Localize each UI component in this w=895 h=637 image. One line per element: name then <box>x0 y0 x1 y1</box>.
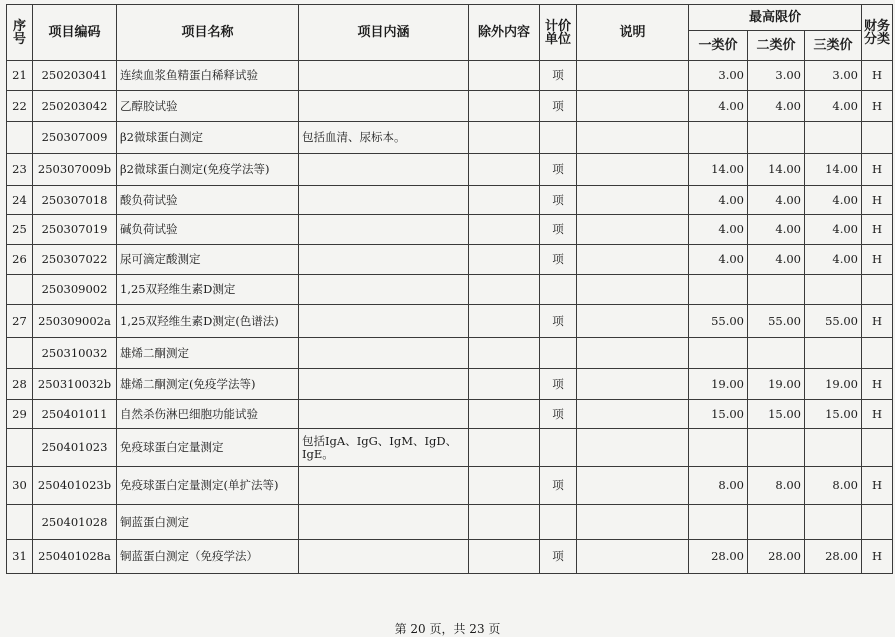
unit-cell: 项 <box>540 467 577 505</box>
class3-price-cell <box>805 505 862 540</box>
class3-price-cell <box>805 275 862 305</box>
table-row <box>7 369 893 400</box>
header-finance: 财务分类 <box>862 5 893 61</box>
table-row <box>7 338 893 369</box>
header-content: 项目内涵 <box>299 5 469 61</box>
note-cell <box>577 122 689 154</box>
seq-cell <box>7 505 33 540</box>
name-cell: 连续血浆鱼精蛋白稀释试验 <box>117 61 299 91</box>
seq-cell <box>7 429 33 467</box>
name-cell: 1,25双羟维生素D测定(色谱法) <box>117 305 299 338</box>
name-cell: 铜蓝蛋白测定（免疫学法） <box>117 540 299 574</box>
header-unit: 计价单位 <box>540 5 577 61</box>
price-table <box>6 4 893 574</box>
content-cell <box>299 400 469 429</box>
excluded-cell <box>469 154 540 186</box>
class3-price-cell: 4.00 <box>805 245 862 275</box>
header-name: 项目名称 <box>117 5 299 61</box>
excluded-cell <box>469 91 540 122</box>
table-row <box>7 122 893 154</box>
seq-cell <box>7 275 33 305</box>
code-cell: 250310032 <box>33 338 117 369</box>
content-cell <box>299 540 469 574</box>
name-cell: 碱负荷试验 <box>117 215 299 245</box>
class1-price-cell: 15.00 <box>689 400 748 429</box>
seq-cell: 28 <box>7 369 33 400</box>
class2-price-cell: 4.00 <box>748 91 805 122</box>
unit-cell <box>540 275 577 305</box>
finance-cell <box>862 429 893 467</box>
class2-price-cell: 15.00 <box>748 400 805 429</box>
class1-price-cell: 28.00 <box>689 540 748 574</box>
finance-cell: H <box>862 245 893 275</box>
unit-cell: 项 <box>540 305 577 338</box>
finance-cell <box>862 122 893 154</box>
header-class2: 二类价 <box>748 31 805 61</box>
note-cell <box>577 275 689 305</box>
class1-price-cell: 4.00 <box>689 245 748 275</box>
finance-cell <box>862 505 893 540</box>
table-row <box>7 540 893 574</box>
name-cell: 铜蓝蛋白测定 <box>117 505 299 540</box>
class2-price-cell <box>748 275 805 305</box>
table-row <box>7 467 893 505</box>
header-code: 项目编码 <box>33 5 117 61</box>
class2-price-cell: 8.00 <box>748 467 805 505</box>
class1-price-cell: 14.00 <box>689 154 748 186</box>
unit-cell: 项 <box>540 91 577 122</box>
code-cell: 250401011 <box>33 400 117 429</box>
code-cell: 250309002 <box>33 275 117 305</box>
class3-price-cell: 3.00 <box>805 61 862 91</box>
code-cell: 250307022 <box>33 245 117 275</box>
name-cell: β2微球蛋白测定 <box>117 122 299 154</box>
header-max-price: 最高限价 <box>689 5 862 31</box>
seq-cell: 22 <box>7 91 33 122</box>
header-class1: 一类价 <box>689 31 748 61</box>
class3-price-cell: 19.00 <box>805 369 862 400</box>
class1-price-cell <box>689 429 748 467</box>
content-cell <box>299 338 469 369</box>
table-row <box>7 400 893 429</box>
seq-cell <box>7 122 33 154</box>
class1-price-cell: 4.00 <box>689 91 748 122</box>
note-cell <box>577 467 689 505</box>
finance-cell: H <box>862 467 893 505</box>
seq-cell: 23 <box>7 154 33 186</box>
note-cell <box>577 61 689 91</box>
excluded-cell <box>469 61 540 91</box>
content-cell <box>299 505 469 540</box>
table-row <box>7 154 893 186</box>
class3-price-cell: 4.00 <box>805 215 862 245</box>
class3-price-cell <box>805 429 862 467</box>
note-cell <box>577 305 689 338</box>
finance-cell: H <box>862 91 893 122</box>
note-cell <box>577 186 689 215</box>
note-cell <box>577 154 689 186</box>
note-cell <box>577 429 689 467</box>
class1-price-cell <box>689 505 748 540</box>
code-cell: 250307019 <box>33 215 117 245</box>
class2-price-cell <box>748 122 805 154</box>
class2-price-cell: 3.00 <box>748 61 805 91</box>
unit-cell: 项 <box>540 400 577 429</box>
name-cell: 雄烯二酮测定(免疫学法等) <box>117 369 299 400</box>
code-cell: 250307018 <box>33 186 117 215</box>
excluded-cell <box>469 400 540 429</box>
table-row <box>7 305 893 338</box>
excluded-cell <box>469 369 540 400</box>
content-cell <box>299 215 469 245</box>
note-cell <box>577 215 689 245</box>
excluded-cell <box>469 338 540 369</box>
finance-cell: H <box>862 154 893 186</box>
code-cell: 250310032b <box>33 369 117 400</box>
class1-price-cell: 19.00 <box>689 369 748 400</box>
class3-price-cell: 4.00 <box>805 186 862 215</box>
name-cell: 自然杀伤淋巴细胞功能试验 <box>117 400 299 429</box>
class3-price-cell: 28.00 <box>805 540 862 574</box>
content-cell <box>299 305 469 338</box>
class1-price-cell: 55.00 <box>689 305 748 338</box>
header-note: 说明 <box>577 5 689 61</box>
class2-price-cell: 14.00 <box>748 154 805 186</box>
seq-cell: 24 <box>7 186 33 215</box>
name-cell: β2微球蛋白测定(免疫学法等) <box>117 154 299 186</box>
header-excluded: 除外内容 <box>469 5 540 61</box>
class2-price-cell: 4.00 <box>748 215 805 245</box>
excluded-cell <box>469 275 540 305</box>
class1-price-cell: 4.00 <box>689 186 748 215</box>
table-body <box>7 61 893 574</box>
class1-price-cell <box>689 122 748 154</box>
code-cell: 250203041 <box>33 61 117 91</box>
class3-price-cell: 14.00 <box>805 154 862 186</box>
excluded-cell <box>469 186 540 215</box>
content-cell <box>299 186 469 215</box>
excluded-cell <box>469 122 540 154</box>
excluded-cell <box>469 305 540 338</box>
class2-price-cell <box>748 505 805 540</box>
code-cell: 250309002a <box>33 305 117 338</box>
finance-cell: H <box>862 186 893 215</box>
note-cell <box>577 338 689 369</box>
header-seq: 序号 <box>7 5 33 61</box>
code-cell: 250401023 <box>33 429 117 467</box>
class2-price-cell: 28.00 <box>748 540 805 574</box>
code-cell: 250307009 <box>33 122 117 154</box>
content-cell: 包括血清、尿标本。 <box>299 122 469 154</box>
note-cell <box>577 400 689 429</box>
finance-cell: H <box>862 400 893 429</box>
table-row <box>7 61 893 91</box>
class3-price-cell: 8.00 <box>805 467 862 505</box>
name-cell: 免疫球蛋白定量测定(单扩法等) <box>117 467 299 505</box>
excluded-cell <box>469 505 540 540</box>
class1-price-cell: 8.00 <box>689 467 748 505</box>
excluded-cell <box>469 245 540 275</box>
table-row <box>7 429 893 467</box>
unit-cell <box>540 122 577 154</box>
excluded-cell <box>469 215 540 245</box>
code-cell: 250203042 <box>33 91 117 122</box>
name-cell: 尿可滴定酸测定 <box>117 245 299 275</box>
seq-cell: 26 <box>7 245 33 275</box>
class3-price-cell: 55.00 <box>805 305 862 338</box>
finance-cell <box>862 338 893 369</box>
code-cell: 250307009b <box>33 154 117 186</box>
content-cell <box>299 467 469 505</box>
finance-cell: H <box>862 540 893 574</box>
seq-cell: 25 <box>7 215 33 245</box>
content-cell <box>299 91 469 122</box>
note-cell <box>577 245 689 275</box>
class2-price-cell: 19.00 <box>748 369 805 400</box>
content-cell: 包括IgA、IgG、IgM、IgD、IgE。 <box>299 429 469 467</box>
class3-price-cell <box>805 338 862 369</box>
price-table-sheet <box>6 4 893 574</box>
table-row <box>7 91 893 122</box>
unit-cell: 项 <box>540 540 577 574</box>
excluded-cell <box>469 429 540 467</box>
unit-cell: 项 <box>540 186 577 215</box>
class2-price-cell: 4.00 <box>748 245 805 275</box>
unit-cell: 项 <box>540 369 577 400</box>
table-row <box>7 215 893 245</box>
class1-price-cell: 3.00 <box>689 61 748 91</box>
class2-price-cell <box>748 338 805 369</box>
class1-price-cell: 4.00 <box>689 215 748 245</box>
unit-cell: 项 <box>540 215 577 245</box>
code-cell: 250401023b <box>33 467 117 505</box>
unit-cell <box>540 338 577 369</box>
note-cell <box>577 91 689 122</box>
seq-cell: 30 <box>7 467 33 505</box>
class3-price-cell: 15.00 <box>805 400 862 429</box>
class3-price-cell <box>805 122 862 154</box>
class1-price-cell <box>689 338 748 369</box>
class2-price-cell: 4.00 <box>748 186 805 215</box>
excluded-cell <box>469 467 540 505</box>
content-cell <box>299 275 469 305</box>
finance-cell: H <box>862 369 893 400</box>
name-cell: 雄烯二酮测定 <box>117 338 299 369</box>
seq-cell: 21 <box>7 61 33 91</box>
note-cell <box>577 540 689 574</box>
content-cell <box>299 245 469 275</box>
class1-price-cell <box>689 275 748 305</box>
seq-cell: 27 <box>7 305 33 338</box>
table-row <box>7 186 893 215</box>
finance-cell: H <box>862 215 893 245</box>
name-cell: 乙醇胶试验 <box>117 91 299 122</box>
seq-cell: 29 <box>7 400 33 429</box>
content-cell <box>299 154 469 186</box>
class3-price-cell: 4.00 <box>805 91 862 122</box>
finance-cell: H <box>862 61 893 91</box>
code-cell: 250401028a <box>33 540 117 574</box>
note-cell <box>577 369 689 400</box>
code-cell: 250401028 <box>33 505 117 540</box>
name-cell: 1,25双羟维生素D测定 <box>117 275 299 305</box>
unit-cell <box>540 429 577 467</box>
seq-cell: 31 <box>7 540 33 574</box>
table-row <box>7 275 893 305</box>
finance-cell: H <box>862 305 893 338</box>
seq-cell <box>7 338 33 369</box>
class2-price-cell: 55.00 <box>748 305 805 338</box>
name-cell: 酸负荷试验 <box>117 186 299 215</box>
name-cell: 免疫球蛋白定量测定 <box>117 429 299 467</box>
table-row <box>7 245 893 275</box>
note-cell <box>577 505 689 540</box>
unit-cell: 项 <box>540 245 577 275</box>
unit-cell: 项 <box>540 154 577 186</box>
content-cell <box>299 61 469 91</box>
table-row <box>7 505 893 540</box>
unit-cell <box>540 505 577 540</box>
page-number: 第 20 页，共 23 页 <box>394 622 501 636</box>
finance-cell <box>862 275 893 305</box>
excluded-cell <box>469 540 540 574</box>
unit-cell: 项 <box>540 61 577 91</box>
header-class3: 三类价 <box>805 31 862 61</box>
class2-price-cell <box>748 429 805 467</box>
content-cell <box>299 369 469 400</box>
